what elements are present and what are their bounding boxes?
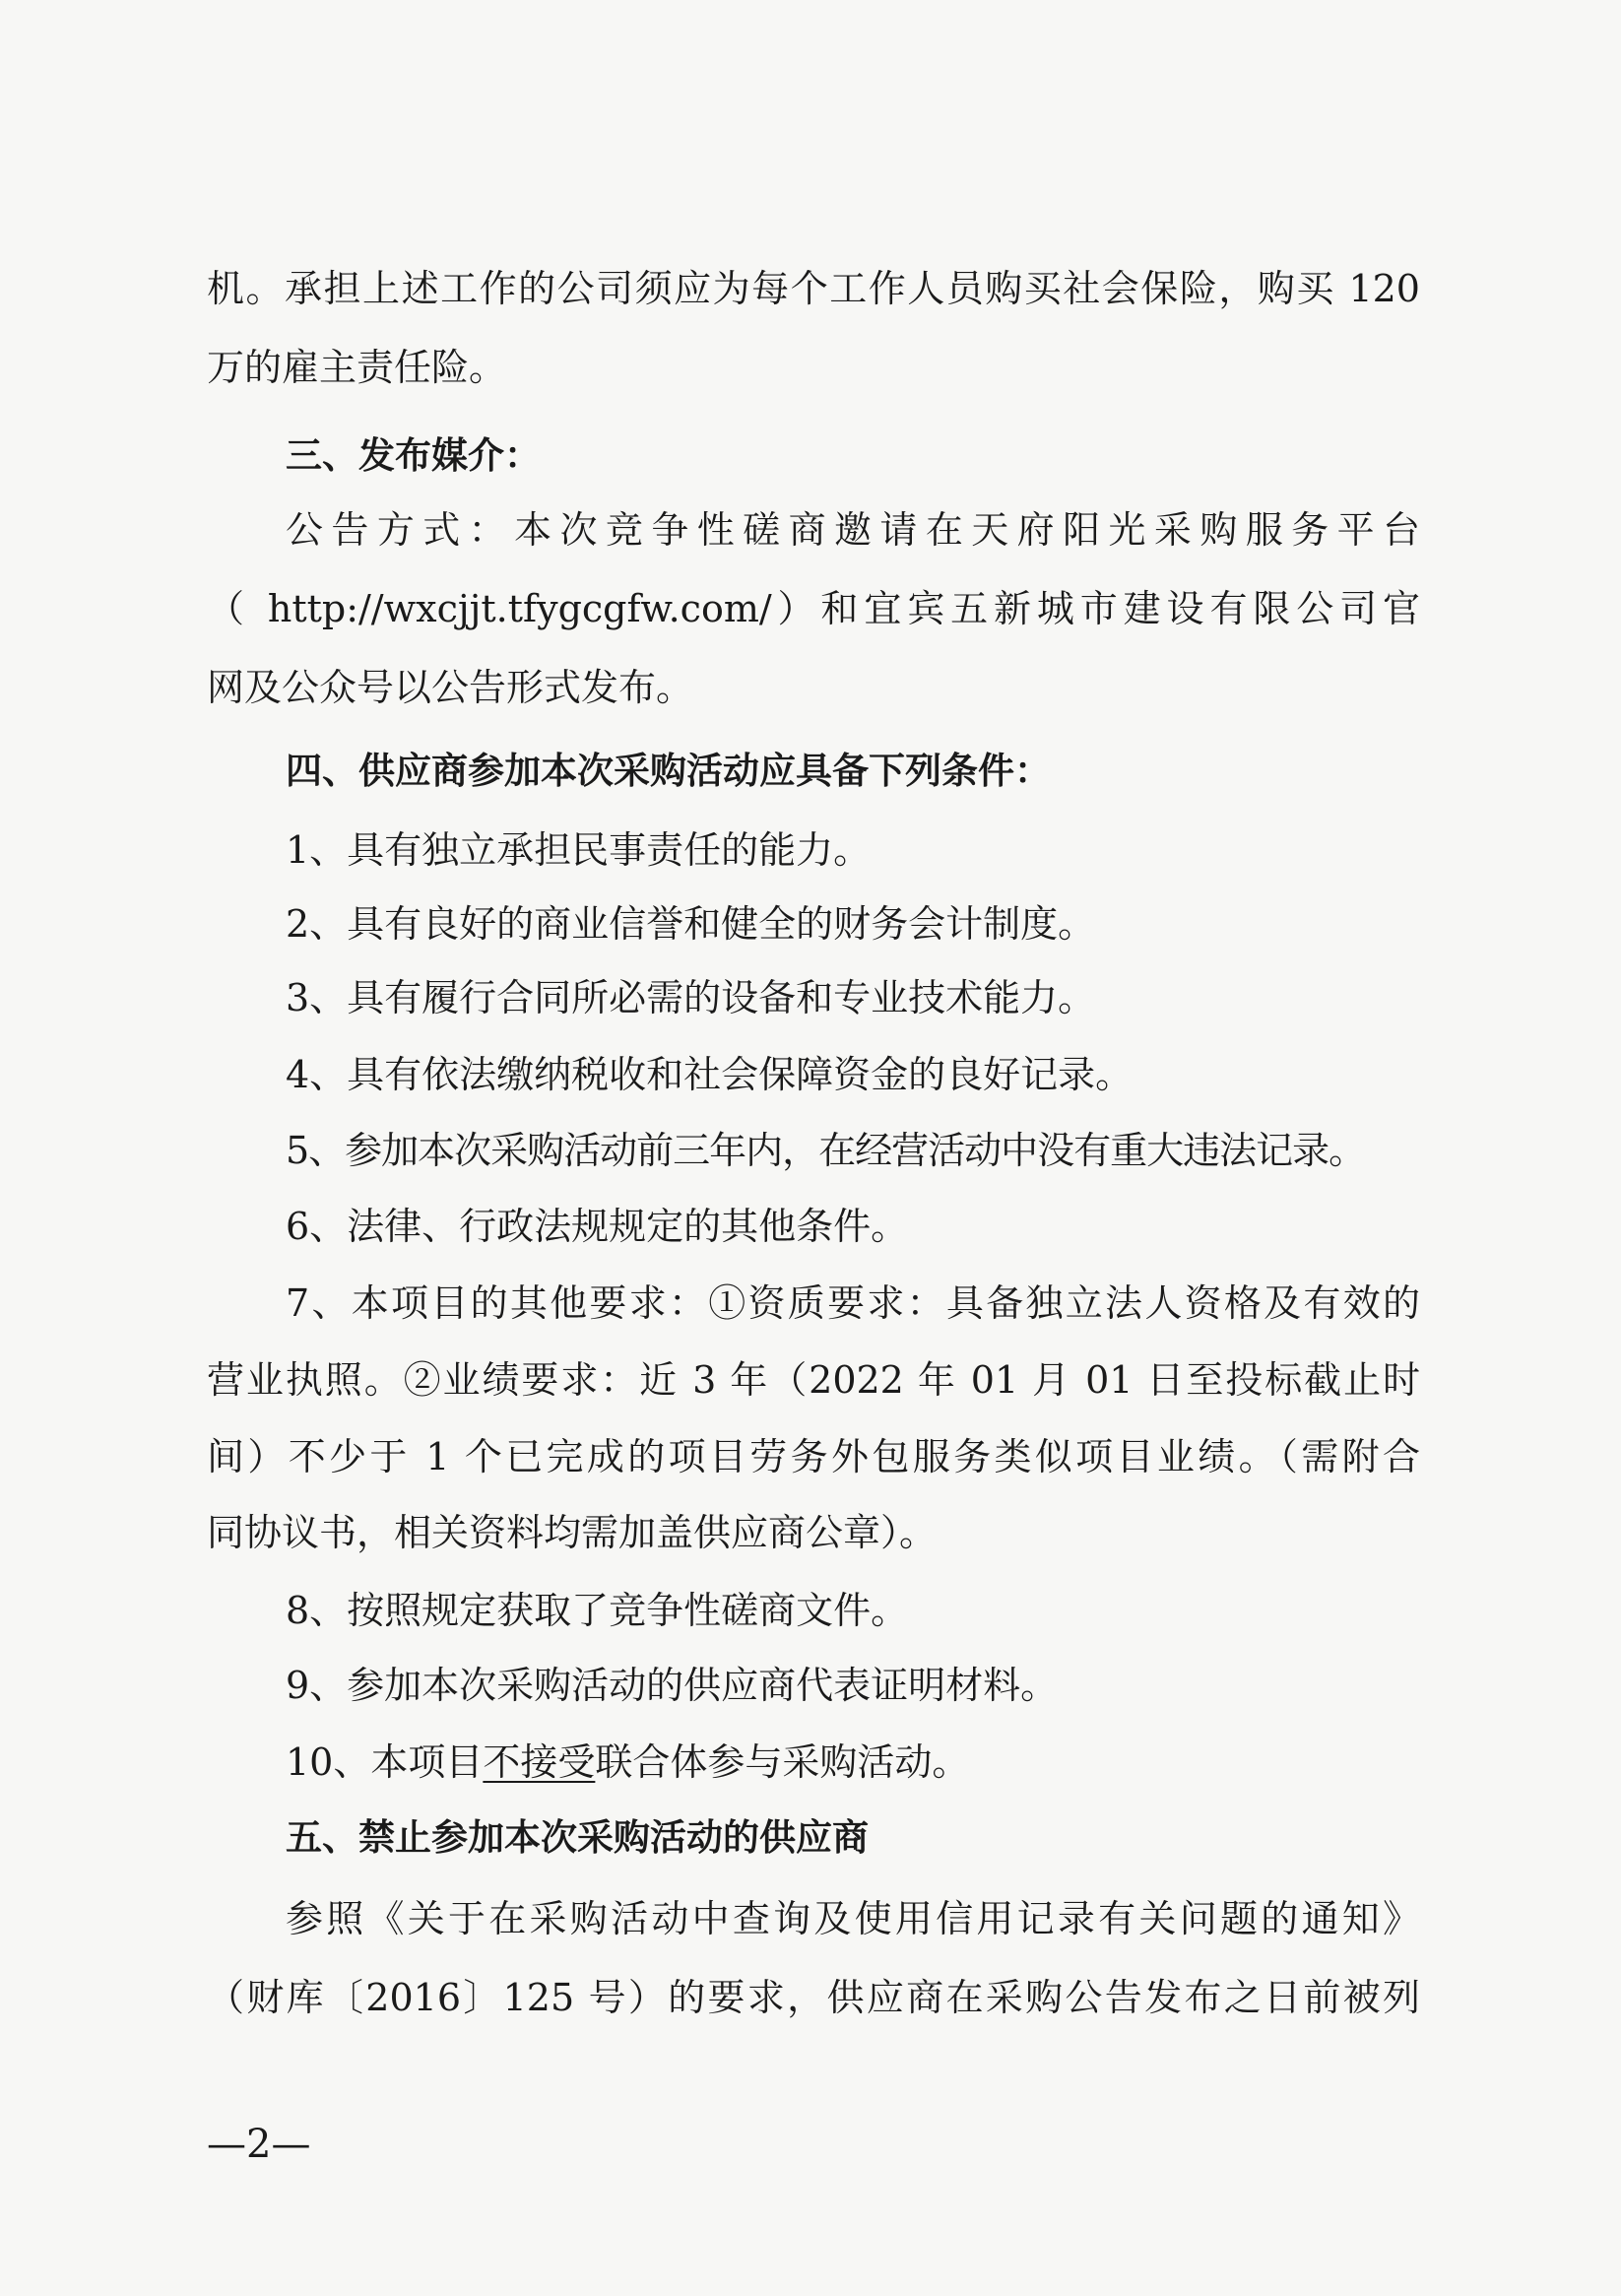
paragraph-line: 间）不少于 1 个已完成的项目劳务外包服务类似项目业绩。（需附合: [207, 1435, 1420, 1478]
condition-item: 2、具有良好的商业信誉和健全的财务会计制度。: [286, 902, 1096, 946]
section-heading-4: 四、供应商参加本次采购活动应具备下列条件：: [286, 750, 1051, 792]
condition-item: 7、本项目的其他要求：①资质要求：具备独立法人资格及有效的: [286, 1281, 1420, 1325]
condition-item: 1、具有独立承担民事责任的能力。: [286, 828, 872, 872]
paragraph-line: 万的雇主责任险。: [207, 346, 507, 389]
paragraph-line: 机。承担上述工作的公司须应为每个工作人员购买社会保险，购买 120: [207, 267, 1420, 310]
underlined-text: 不接受: [483, 1740, 596, 1784]
condition-item: 5、参加本次采购活动前三年内，在经营活动中没有重大违法记录。: [286, 1129, 1366, 1172]
paragraph-line: 营业执照。②业绩要求：近 3 年（2022 年 01 月 01 日至投标截止时: [207, 1358, 1420, 1402]
condition-item: 8、按照规定获取了竞争性磋商文件。: [286, 1589, 909, 1632]
page-number: —2—: [207, 2122, 311, 2167]
paragraph-line: 参照《关于在采购活动中查询及使用信用记录有关问题的通知》: [286, 1897, 1420, 1940]
paragraph-line: 网及公众号以公告形式发布。: [207, 666, 694, 709]
section-heading-5: 五、禁止参加本次采购活动的供应商: [286, 1816, 869, 1859]
condition-prefix: 10、本项目: [286, 1740, 484, 1784]
paragraph-line: （ http://wxcjjt.tfygcgfw.com/）和宜宾五新城市建设有限公司官: [207, 587, 1420, 630]
paragraph-line: 同协议书，相关资料均需加盖供应商公章）。: [207, 1511, 938, 1554]
condition-item: 3、具有履行合同所必需的设备和专业技术能力。: [286, 976, 1096, 1019]
condition-item: [286, 1739, 1499, 1785]
paragraph-line: （财库〔2016〕125 号）的要求，供应商在采购公告发布之日前被列: [207, 1976, 1420, 2019]
condition-item: 6、法律、行政法规规定的其他条件。: [286, 1205, 909, 1248]
section-heading-3: 三、发布媒介：: [286, 434, 541, 477]
paragraph-line: 公告方式：本次竞争性磋商邀请在天府阳光采购服务平台: [286, 508, 1420, 552]
condition-suffix: 联合体参与采购活动。: [595, 1740, 970, 1784]
condition-item: 9、参加本次采购活动的供应商代表证明材料。: [286, 1664, 1059, 1707]
condition-item: 4、具有依法缴纳税收和社会保障资金的良好记录。: [286, 1053, 1134, 1096]
